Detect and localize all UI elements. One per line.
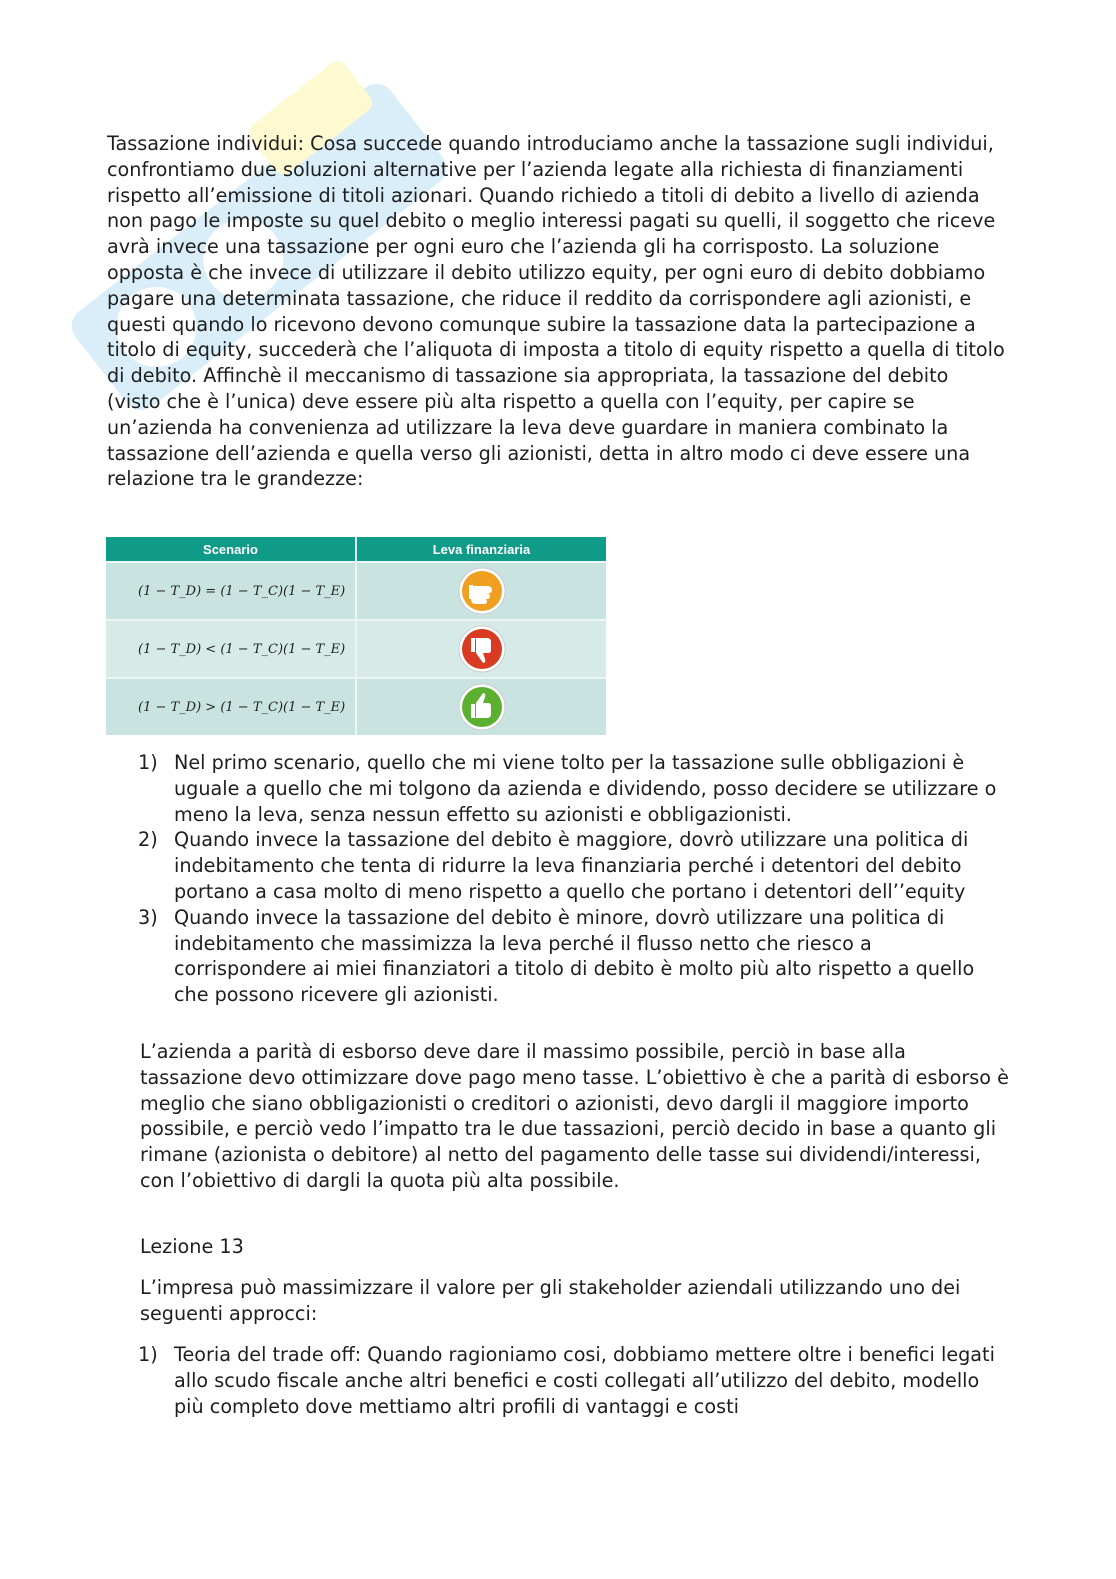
list-number: 1) (138, 1343, 158, 1366)
intro-paragraph: Tassazione individui: Cosa succede quando introduciamo anche la tassazione sugli individui, confrontiamo due soluzioni alternative per l’azienda legate alla richiesta di finanziamenti rispetto all’emissione di titoli azionari. Quando richiedo a titoli di debito a livello di azienda non pago le imposte su quel debito o meglio interessi pagati su quelli, il soggetto che riceve avrà invece una tassazione per ogni euro che l’azienda gli ha corrisposto. La soluzione opposta è che invece di utilizzare il debito utilizzo equity, per ogni euro di debito dobbiamo pagare una determinata tassazione, che riduce il reddito da corrispondere agli azionisti, e questi quando lo ricevono devono comunque subire la tassazione data la partecipazione a titolo di equity, succederà che l’aliquota di imposta a titolo di equity rispetto a quella di titolo di debito. Affinchè il meccanismo di tassazione sia appropriata, la tassazione del debito (visto che è l’unica) deve essere più alta rispetto a quella con l’equity, per capire se un’azienda ha convenienza ad utilizzare la leva deve guardare in maniera combinato la tassazione dell’azienda e quella verso gli azionisti, detta in altro modo ci deve essere una relazione tra le grandezze: (107, 132, 1005, 491)
list-number: 3) (138, 905, 158, 929)
list-text: Nel primo scenario, quello che mi viene tolto per la tassazione sulle obbligazioni è uguale a quello che mi tolgono da azienda e dividendo, posso decidere se utilizzare o meno la leva, senza nessun effetto su azionisti e obbligazionisti. (174, 751, 997, 826)
list-item (138, 750, 1008, 827)
leverage-table (106, 537, 606, 735)
scenario-formula (106, 620, 356, 678)
formula-text: (1 − T_D) = (1 − T_C)(1 − T_E) (138, 583, 346, 599)
list-text: Quando invece la tassazione del debito è minore, dovrò utilizzare una politica di indebitamento che massimizza la leva perché il flusso netto che riesco a corrispondere ai miei finanziatori a titolo di debito è molto più alto rispetto a quello che possono ricevere gli azionisti. (174, 905, 975, 1007)
conclusion-paragraph: L’azienda a parità di esborso deve dare il massimo possibile, perciò in base alla tassazione devo ottimizzare dove pago meno tasse. L’obiettivo è che a parità di esborso è meglio che siano obbligazionisti o creditori o azionisti, devo dargli il maggiore importo possibile, e perciò vedo l’impatto tra le due tassazioni, perciò decido in base a quanto gli rimane (azionista o debitore) al netto del pagamento delle tasse sui dividendi/interessi, con l’obiettivo di dargli la quota più alta possibile. (140, 1040, 1009, 1192)
scenario-formula (106, 562, 356, 620)
leverage-icon-cell (356, 562, 606, 620)
list-number: 2) (138, 828, 158, 852)
list-text: Teoria del trade off: Quando ragioniamo cosi, dobbiamo mettere oltre i benefici legati allo scudo fiscale anche altri benefici e costi collegati all’utilizzo del debito, modello più completo dove mettiamo altri profili di vantaggi e costi (174, 1343, 995, 1418)
leverage-icon-cell (356, 678, 606, 735)
scenario-formula (106, 678, 356, 735)
thumb-up-icon (457, 682, 507, 732)
list-item (138, 1342, 1008, 1419)
thumb-sideways-icon (457, 566, 507, 616)
list-number: 1) (138, 751, 158, 774)
scenario-list (138, 750, 1008, 1008)
list-text: Quando invece la tassazione del debito è maggiore, dovrò utilizzare una politica di indebitamento che tenta di ridurre la leva finanziaria perché i detentori del debito portano a casa molto di meno rispetto a quello che portano i detentori dell’’equity (174, 828, 969, 903)
table-row (106, 678, 606, 735)
table-row (106, 620, 606, 678)
lesson-heading: Lezione 13 (140, 1235, 244, 1258)
thumb-down-icon (457, 624, 507, 674)
header-scenario: Scenario (106, 537, 356, 562)
approach-list (138, 1342, 1008, 1419)
approach-intro-paragraph: L’impresa può massimizzare il valore per gli stakeholder aziendali utilizzando uno dei seguenti approcci: (140, 1276, 961, 1325)
table-header-row (106, 537, 606, 562)
header-leva-finanziaria: Leva finanziaria (356, 537, 606, 562)
list-item (138, 905, 1008, 1008)
formula-text: (1 − T_D) > (1 − T_C)(1 − T_E) (138, 699, 346, 715)
formula-text: (1 − T_D) < (1 − T_C)(1 − T_E) (138, 641, 346, 657)
leverage-icon-cell (356, 620, 606, 678)
table-row (106, 562, 606, 620)
list-item (138, 827, 1008, 904)
